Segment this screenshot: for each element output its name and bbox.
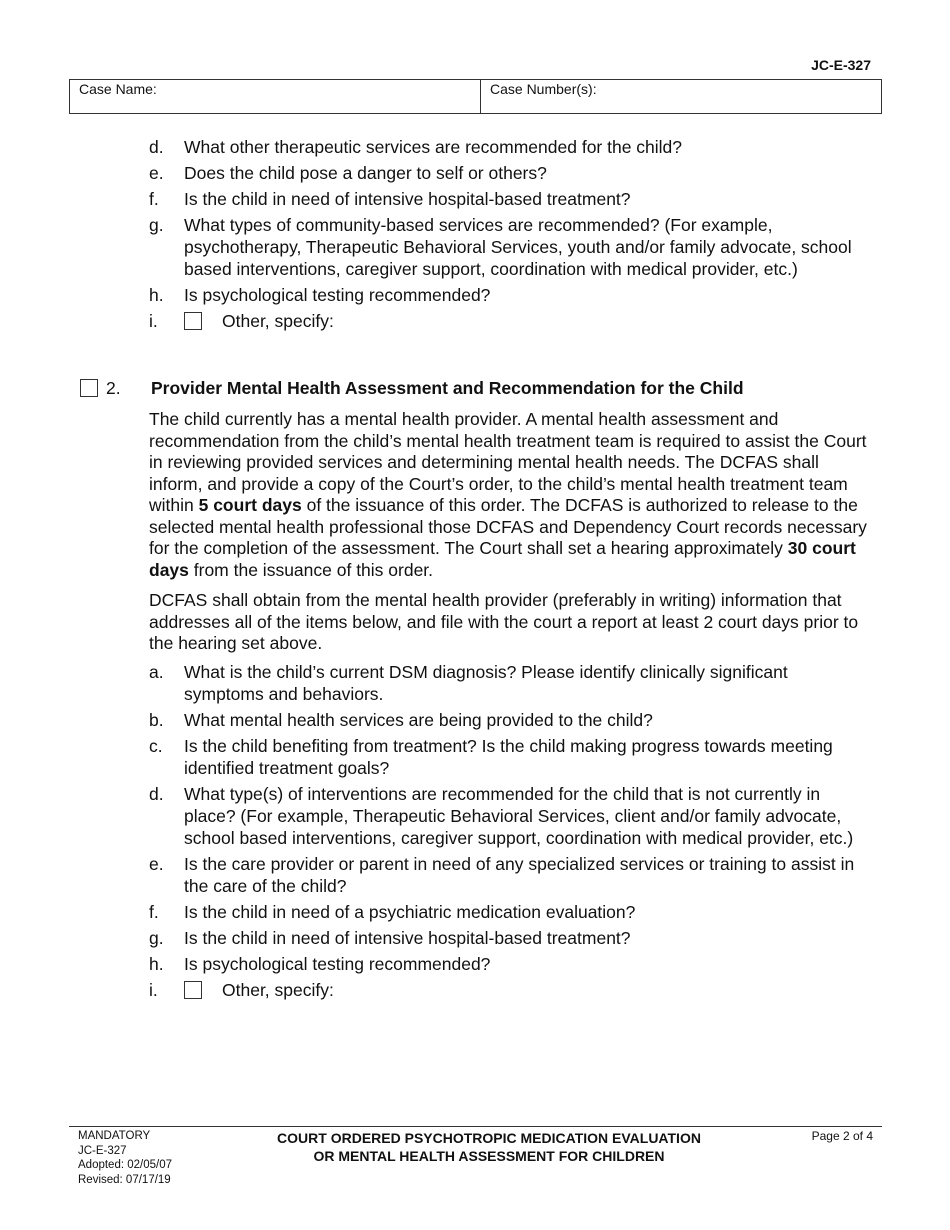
list-item: i. Other, specify: bbox=[149, 980, 334, 1000]
other-specify-checkbox-2[interactable] bbox=[184, 981, 202, 999]
section2-question-list bbox=[149, 661, 869, 1005]
page-footer bbox=[69, 1126, 882, 1186]
other-specify-label: Other, specify: bbox=[222, 980, 334, 1000]
section-2-heading bbox=[80, 377, 880, 399]
list-item: e. Does the child pose a danger to self or others? bbox=[149, 163, 547, 183]
section-2-paragraph-1: The child currently has a mental health provider. A mental health assessment and recommendation from the child’s mental health treatment team is required to assist the Court in reviewing provided services and determining mental health needs. The DCFAS shall inform, and provide a copy of the Court’s order, to the child’s mental health treatment team within 5 court days of the issuance of this order. The DCFAS is authorized to release to the selected mental health professional those DCFAS and Dependency Court records necessary for the completion of the assessment. The Court shall set a hearing approximately 30 court days from the issuance of this order. bbox=[149, 409, 867, 580]
other-specify-checkbox[interactable] bbox=[184, 312, 202, 330]
case-number-field[interactable] bbox=[481, 80, 881, 113]
page-number: Page 2 of 4 bbox=[811, 1129, 873, 1143]
section-2-paragraph-2: DCFAS shall obtain from the mental health provider (preferably in writing) information that addresses all of the items below, and file with the court a report at least 2 court days prior to the hearing set above. bbox=[149, 590, 859, 653]
list-item: f. Is the child in need of intensive hospital-based treatment? bbox=[149, 189, 631, 209]
other-specify-label: Other, specify: bbox=[222, 311, 334, 331]
form-id: JC-E-327 bbox=[811, 57, 871, 73]
case-number-label: Case Number(s): bbox=[490, 81, 597, 97]
section1-question-list bbox=[149, 136, 869, 336]
list-item: c. Is the child benefiting from treatment? Is the child making progress towards meeting identified treatment goals? bbox=[149, 736, 833, 778]
list-item: f. Is the child in need of a psychiatric medication evaluation? bbox=[149, 902, 636, 922]
section-2-checkbox[interactable] bbox=[80, 379, 98, 397]
list-item: g. What types of community-based services are recommended? (For example, psychotherapy, Therapeutic Behavioral Services, youth and/or family advocate, school based interventions, caregiver support, coordination with medical provider, etc.) bbox=[149, 215, 852, 279]
list-item: i. Other, specify: bbox=[149, 311, 334, 331]
list-item: e. Is the care provider or parent in need of any specialized services or training to assist in the care of the child? bbox=[149, 854, 855, 896]
list-item: a. What is the child’s current DSM diagnosis? Please identify clinically significant symptoms and behaviors. bbox=[149, 662, 788, 704]
list-item: g. Is the child in need of intensive hospital-based treatment? bbox=[149, 928, 631, 948]
list-item: d. What type(s) of interventions are recommended for the child that is not currently in place? (For example, Therapeutic Behavioral Services, client and/or family advocate, school based interventions, caregiver support, coordination with medical provider, etc.) bbox=[149, 784, 854, 848]
list-item: h. Is psychological testing recommended? bbox=[149, 285, 491, 305]
section-2 bbox=[80, 377, 880, 399]
section-number: 2. bbox=[106, 377, 121, 398]
case-name-field[interactable] bbox=[70, 80, 481, 113]
list-item: b. What mental health services are being provided to the child? bbox=[149, 710, 653, 730]
list-item: d. What other therapeutic services are recommended for the child? bbox=[149, 137, 683, 157]
footer-form-info: MANDATORY JC-E-327 Adopted: 02/05/07 Revised: 07/17/19 bbox=[78, 1130, 172, 1186]
case-info-box bbox=[69, 79, 882, 114]
footer-form-title: COURT ORDERED PSYCHOTROPIC MEDICATION EVALUATION OR MENTAL HEALTH ASSESSMENT FOR CHILDREN bbox=[277, 1130, 701, 1164]
list-item: h. Is psychological testing recommended? bbox=[149, 954, 491, 974]
case-name-label: Case Name: bbox=[79, 81, 157, 97]
section-title: Provider Mental Health Assessment and Recommendation for the Child bbox=[151, 377, 744, 398]
